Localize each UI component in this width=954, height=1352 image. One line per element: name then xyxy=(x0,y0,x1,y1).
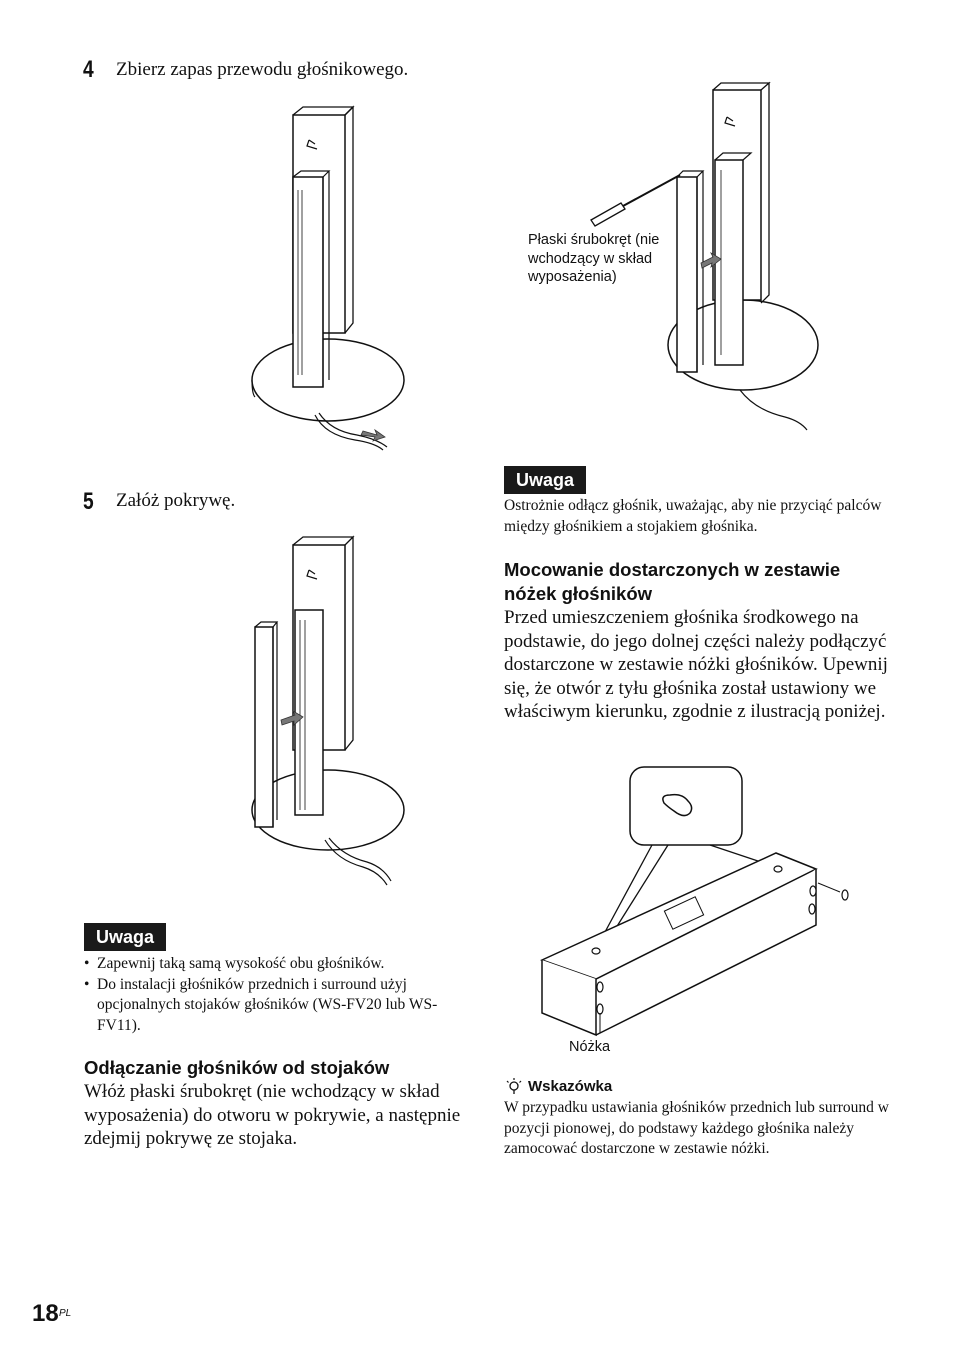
foot xyxy=(809,904,815,914)
screwdriver-icon xyxy=(591,203,625,226)
tip-body: W przypadku ustawiania głośników przednich lub surround w pozycji pionowej, do podstawy każdego głośnika należy zamocować dostarczone w zestawie nóżki. xyxy=(504,1099,889,1157)
screwdriver-label: Płaski śrubokręt (nie wchodzący w skład wyposażenia) xyxy=(528,232,660,285)
step-4-text: Zbierz zapas przewodu głośnikowego. xyxy=(116,59,409,80)
lightbulb-icon xyxy=(504,1077,524,1097)
stand-cover xyxy=(255,627,273,827)
note-badge-right: Uwaga xyxy=(504,466,586,494)
note-left-item: • Zapewnij taką samą wysokość obu głośników. xyxy=(84,954,469,975)
speaker-stand-cable-illustration xyxy=(245,105,405,455)
foot-label: Nóżka xyxy=(569,1039,611,1055)
note-right-text: Ostrożnie odłącz głośnik, uważając, aby nie przyciąć palców między głośnikiem a stojakiem głośnika. xyxy=(504,497,882,535)
step-5-text: Załóż pokrywę. xyxy=(116,490,236,511)
note-left-list xyxy=(84,954,469,1036)
mounting-heading: Mocowanie dostarczonych w zestawie nóżek głośników xyxy=(504,559,841,604)
detach-heading: Odłączanie głośników od stojaków xyxy=(84,1057,390,1078)
note-left-item: • Do instalacji głośników przednich i surround użyj opcjonalnych stojaków głośników (WS-FV20 lub WS-FV11). xyxy=(84,975,469,1037)
stand-base-plate xyxy=(252,339,404,421)
foot xyxy=(597,1004,603,1014)
mounting-body: Przed umieszczeniem głośnika środkowego na podstawie, do jego dolnej części należy podłączyć dostarczone w zestawie nóżki głośników. Upewnij się, że otwór z tyłu głośnika został ustawiony we właściwym kierunku, zgodnie z ilustracją poniżej. xyxy=(504,607,888,722)
foot xyxy=(597,982,603,992)
page-suffix: PL xyxy=(59,1308,72,1319)
page-number: 18 xyxy=(32,1300,59,1327)
detach-body: Włóż płaski śrubokręt (nie wchodzący w skład wyposażenia) do otworu w pokrywie, a następnie zdejmij pokrywę ze stojaka. xyxy=(84,1081,461,1149)
foot-loose xyxy=(842,890,848,900)
stand-pole xyxy=(293,177,323,387)
foot xyxy=(810,886,816,896)
tip-heading: Wskazówka xyxy=(528,1078,613,1095)
center-speaker-feet-illustration xyxy=(540,765,860,1045)
note-badge-left: Uwaga xyxy=(84,923,166,951)
step-5-number: 5 xyxy=(83,488,94,515)
speaker-stand-cover-illustration xyxy=(245,535,405,890)
step-4-number: 4 xyxy=(83,56,94,83)
